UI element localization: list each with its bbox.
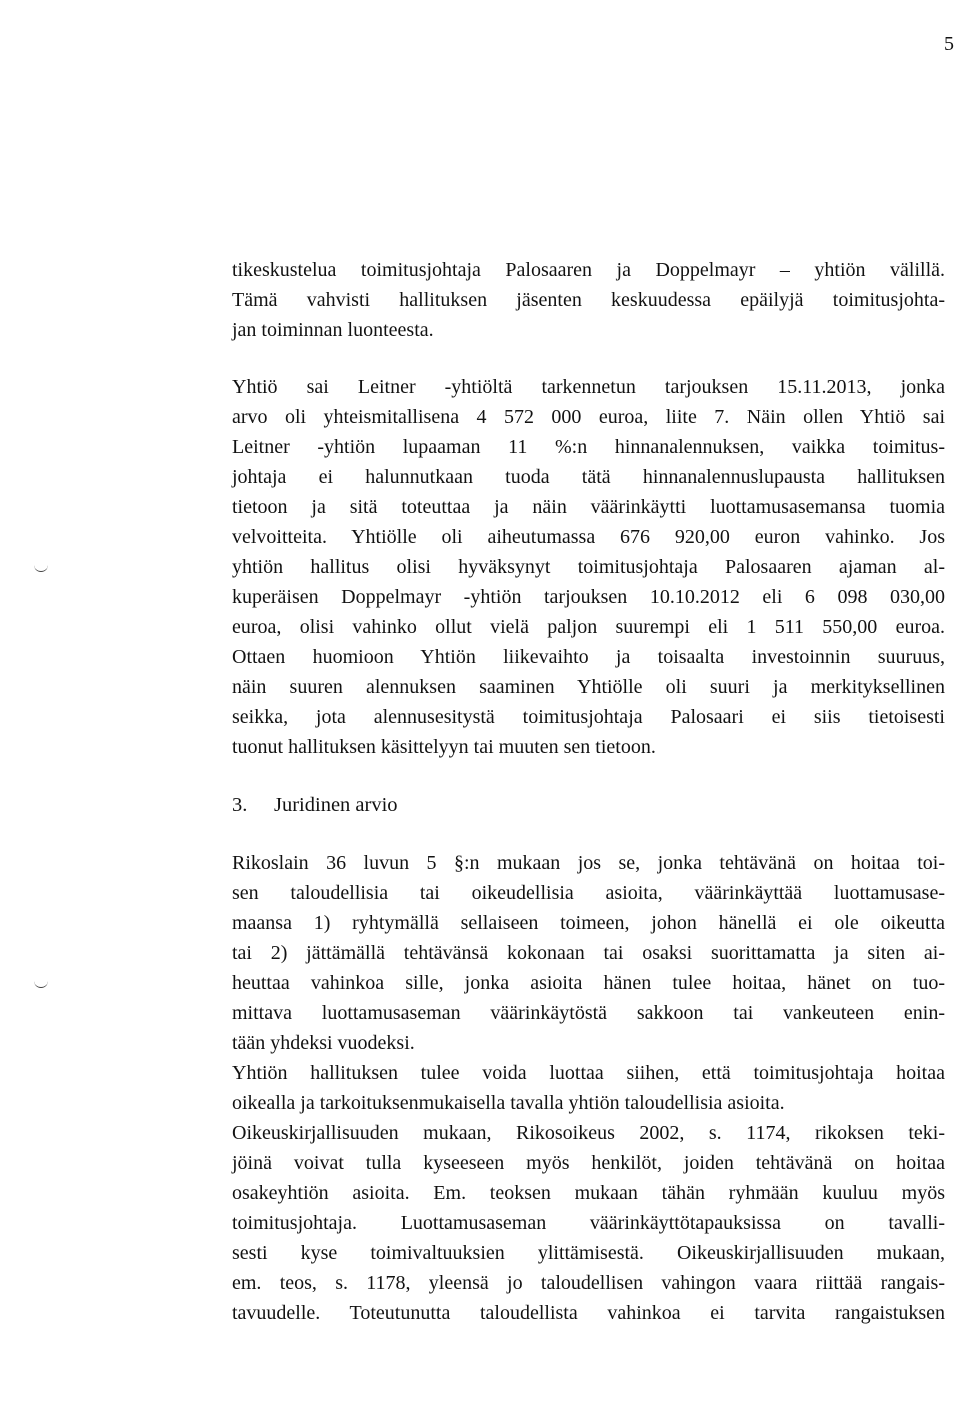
text-line: arvo oli yhteismitallisena 4 572 000 euroa, liite 7. Näin ollen Yhtiö sai	[232, 406, 945, 428]
text-line: näin suuren alennuksen saaminen Yhtiölle oli suuri ja merkityksellinen	[232, 676, 945, 698]
text-line: sen taloudellisia tai oikeudellisia asioita, väärinkäyttää luottamusase-	[232, 882, 945, 904]
scan-mark	[34, 981, 48, 988]
text-line: Tämä vahvisti hallituksen jäsenten keskuudessa epäilyjä toimitusjohta-	[232, 289, 945, 311]
section-heading	[232, 790, 398, 820]
text-line: seikka, jota alennusesitystä toimitusjohtaja Palosaari ei siis tietoisesti	[232, 706, 945, 728]
text-line: Oikeuskirjallisuuden mukaan, Rikosoikeus 2002, s. 1174, rikoksen teki-	[232, 1122, 945, 1144]
text-line: heuttaa vahinkoa sille, jonka asioita hänen tulee hoitaa, hänet on tuo-	[232, 972, 945, 994]
paragraph	[232, 848, 945, 1058]
text-line: tuonut hallituksen käsittelyyn tai muuten sen tietoon.	[232, 736, 656, 758]
text-line: Yhtiö sai Leitner -yhtiöltä tarkennetun tarjouksen 15.11.2013, jonka	[232, 376, 945, 398]
text-line: kuperäisen Doppelmayr -yhtiön tarjouksen 10.10.2012 eli 6 098 030,00	[232, 586, 945, 608]
section-title: Juridinen arvio	[274, 794, 398, 816]
text-line: tikeskustelua toimitusjohtaja Palosaaren ja Doppelmayr – yhtiön välillä.	[232, 259, 945, 281]
text-line: Rikoslain 36 luvun 5 §:n mukaan jos se, jonka tehtävänä on hoitaa toi-	[232, 852, 945, 874]
text-line: em. teos, s. 1178, yleensä jo taloudellisen vahingon vaara riittää rangais-	[232, 1272, 945, 1294]
page-number: 5	[944, 33, 954, 55]
text-line: euroa, olisi vahinko ollut vielä paljon suurempi eli 1 511 550,00 euroa.	[232, 616, 945, 638]
text-line: Leitner -yhtiön lupaaman 11 %:n hinnanalennuksen, vaikka toimitus-	[232, 436, 945, 458]
text-line: tietoon ja sitä toteuttaa ja näin väärinkäytti luottamusasemansa tuomia	[232, 496, 945, 518]
paragraph	[232, 1058, 945, 1328]
text-line: tai 2) jättämällä tehtävänsä kokonaan tai osaksi suorittamatta ja siten ai-	[232, 942, 945, 964]
text-line: yhtiön hallitus olisi hyväksynyt toimitusjohtaja Palosaaren ajaman al-	[232, 556, 945, 578]
text-line: toimitusjohtaja. Luottamusaseman väärinkäyttötapauksissa on tavalli-	[232, 1212, 945, 1234]
text-line: Yhtiön hallituksen tulee voida luottaa siihen, että toimitusjohtaja hoitaa	[232, 1062, 945, 1084]
section-number: 3.	[232, 794, 248, 816]
text-line: maansa 1) ryhtymällä sellaiseen toimeen, johon hänellä ei ole oikeutta	[232, 912, 945, 934]
text-line: Ottaen huomioon Yhtiön liikevaihto ja toisaalta investoinnin suuruus,	[232, 646, 945, 668]
text-line: velvoitteita. Yhtiölle oli aiheutumassa 676 920,00 euron vahinko. Jos	[232, 526, 945, 548]
text-line: mittava luottamusaseman väärinkäytöstä sakkoon tai vankeuteen enin-	[232, 1002, 945, 1024]
text-line: johtaja ei halunnutkaan tuoda tätä hinnanalennuslupausta hallituksen	[232, 466, 945, 488]
text-line: osakeyhtiön asioita. Em. teoksen mukaan tähän ryhmään kuuluu myös	[232, 1182, 945, 1204]
paragraph	[232, 255, 945, 345]
text-line: jan toiminnan luonteesta.	[232, 319, 434, 341]
scan-mark	[34, 565, 48, 572]
text-line: jöinä voivat tulla kyseeseen myös henkilöt, joiden tehtävänä on hoitaa	[232, 1152, 945, 1174]
text-line: tavuudelle. Toteutunutta taloudellista vahinkoa ei tarvita rangaistuksen	[232, 1302, 945, 1324]
paragraph	[232, 372, 945, 762]
text-line: sesti kyse toimivaltuuksien ylittämisestä. Oikeuskirjallisuuden mukaan,	[232, 1242, 945, 1264]
text-line: tään yhdeksi vuodeksi.	[232, 1032, 415, 1054]
text-line: oikealla ja tarkoituksenmukaisella tavalla yhtiön taloudellisia asioita.	[232, 1092, 785, 1114]
